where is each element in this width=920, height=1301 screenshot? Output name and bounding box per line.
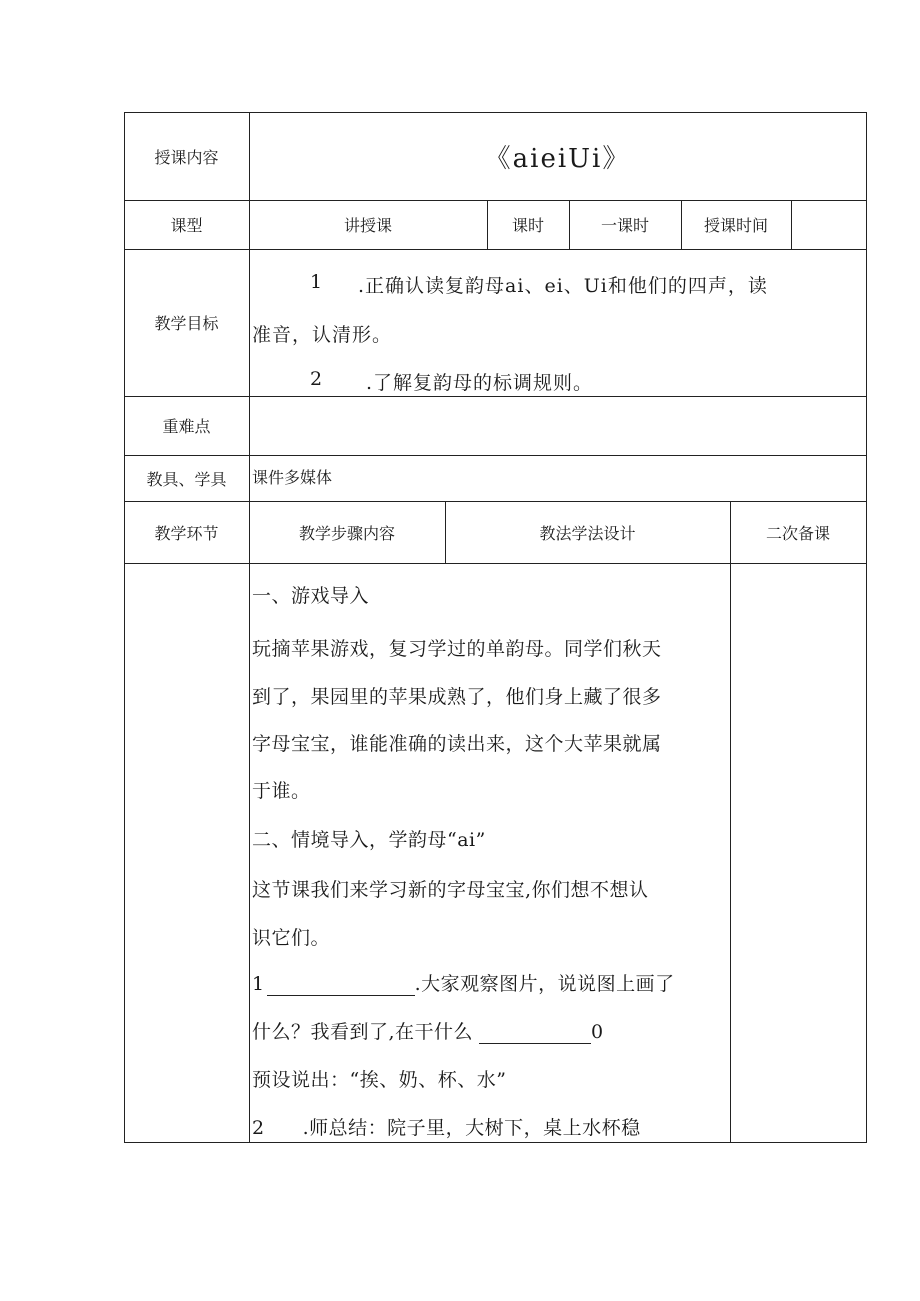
content-line bbox=[252, 1113, 641, 1140]
table-border bbox=[249, 112, 250, 1143]
section-heading: 一、游戏导入 bbox=[252, 585, 370, 607]
table-border bbox=[124, 1142, 867, 1143]
step-text-end: 0 bbox=[591, 1021, 604, 1043]
section-heading: 二、情境导入，学韵母“ai” bbox=[252, 829, 486, 851]
second-preparation-header: 二次备课 bbox=[765, 523, 830, 543]
course-title: 《aieiUi》 bbox=[484, 143, 631, 174]
content-line: 于谁。 bbox=[252, 780, 311, 802]
goal-1-text: .正确认读复韵母ai、ei、Ui和他们的四声，读 bbox=[358, 275, 768, 297]
teaching-aids-value: 课件多媒体 bbox=[252, 468, 333, 487]
content-line: 这节课我们来学习新的字母宝宝,你们想不想认 bbox=[252, 879, 649, 901]
content-line: 到了，果园里的苹果成熟了，他们身上藏了很多 bbox=[252, 686, 662, 708]
lesson-type-label: 课型 bbox=[170, 216, 203, 235]
content-line: 预设说出：“挨、奶、杯、水” bbox=[252, 1069, 507, 1091]
teaching-time-label: 授课时间 bbox=[703, 216, 768, 235]
content-line bbox=[252, 1017, 604, 1044]
fill-blank bbox=[479, 1021, 591, 1044]
key-difficulties-value bbox=[249, 396, 866, 455]
teaching-goals-label: 教学目标 bbox=[154, 314, 219, 333]
content-line: 玩摘苹果游戏，复习学过的单韵母。同学们秋天 bbox=[252, 638, 662, 660]
teaching-aids-label: 教具、学具 bbox=[146, 469, 227, 489]
teaching-steps-header: 教学步骤内容 bbox=[298, 523, 395, 543]
class-hours-label: 课时 bbox=[511, 216, 544, 235]
fill-blank bbox=[267, 973, 415, 996]
step-number: 2 bbox=[252, 1117, 265, 1139]
class-hours-value: 一课时 bbox=[600, 216, 649, 235]
teaching-time-value bbox=[791, 200, 866, 249]
teaching-method-header: 教法学法设计 bbox=[539, 523, 636, 543]
goal-1-text-cont: 准音，认清形。 bbox=[252, 324, 393, 346]
teaching-stage-header: 教学环节 bbox=[154, 523, 219, 543]
step-text: .大家观察图片，说说图上画了 bbox=[414, 973, 675, 995]
content-line bbox=[252, 969, 675, 996]
step-text: .师总结：院子里，大树下，桌上水杯稳 bbox=[302, 1117, 641, 1139]
course-content-label: 授课内容 bbox=[154, 147, 219, 167]
table-border bbox=[124, 563, 867, 564]
content-line: 识它们。 bbox=[252, 927, 331, 949]
goal-2-number: 2 bbox=[310, 368, 324, 390]
step-number: 1 bbox=[252, 973, 265, 995]
table-border bbox=[866, 112, 867, 1143]
table-border bbox=[730, 501, 731, 1142]
goal-2-text: .了解复韵母的标调规则。 bbox=[366, 372, 594, 394]
content-line: 字母宝宝，谁能准确的读出来，这个大苹果就属 bbox=[252, 733, 662, 755]
goal-1-number: 1 bbox=[310, 271, 324, 293]
lesson-type-value: 讲授课 bbox=[343, 216, 392, 235]
key-difficulties-label: 重难点 bbox=[162, 417, 211, 436]
step-text: 什么？我看到了,在干什么 bbox=[252, 1021, 474, 1043]
